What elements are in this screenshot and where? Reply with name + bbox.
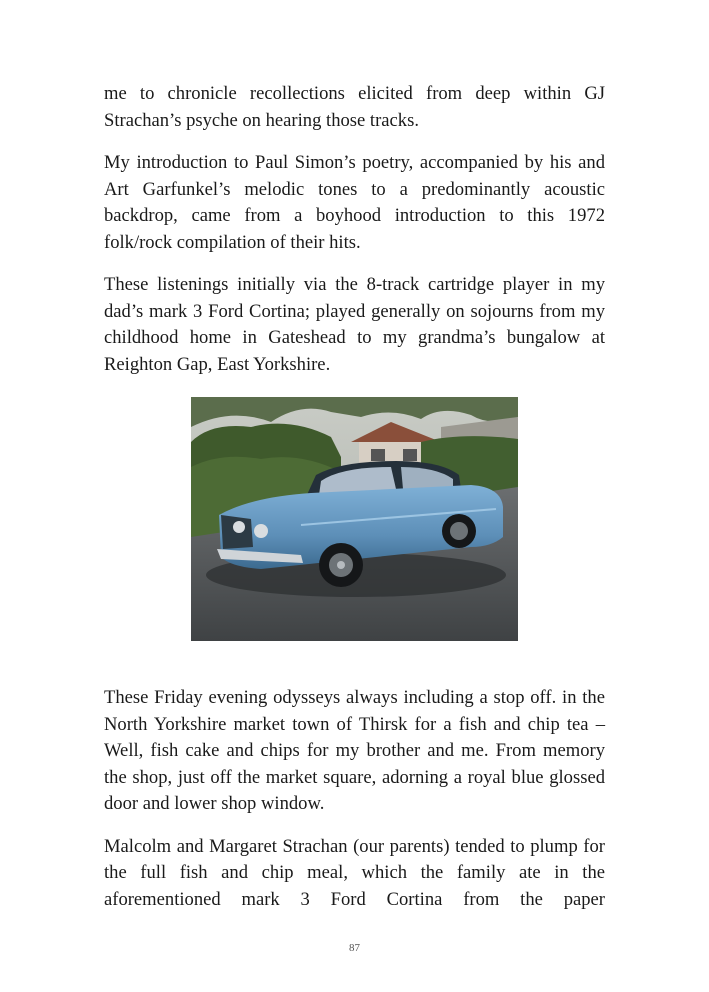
paragraph: Malcolm and Margaret Strachan (our parents) tended to plump for the full fish and chip meal, which the family ate in the aforementioned mark 3 Ford Cortina from the paper bbox=[104, 835, 605, 910]
paragraph: These listenings initially via the 8-track cartridge player in my dad’s mark 3 Ford Cortina; played generally on sojourns from my childhood home in Gateshead to my grandma’s bungalow at Reighton Gap, East Yorkshire. bbox=[104, 274, 605, 375]
paragraph: These Friday evening odysseys always including a stop off. in the North Yorkshire market town of Thirsk for a fish and chip tea – Well, fish cake and chips for my brother and me. From memory the shop, just off the market square, adorning a royal blue glossed door and lower shop window. bbox=[104, 687, 605, 814]
page-number: 87 bbox=[349, 942, 360, 954]
text-block-bottom bbox=[104, 685, 605, 929]
paragraph: me to chronicle recollections elicited from deep within GJ Strachan’s psyche on hearing those tracks. bbox=[104, 83, 605, 131]
text-block-top bbox=[104, 81, 605, 394]
paragraph: My introduction to Paul Simon’s poetry, accompanied by his and Art Garfunkel’s melodic tones to a predominantly acoustic backdrop, came from a boyhood introduction to this 1972 folk/rock compilation of their hits. bbox=[104, 152, 605, 253]
ford-cortina-photo bbox=[191, 397, 518, 641]
